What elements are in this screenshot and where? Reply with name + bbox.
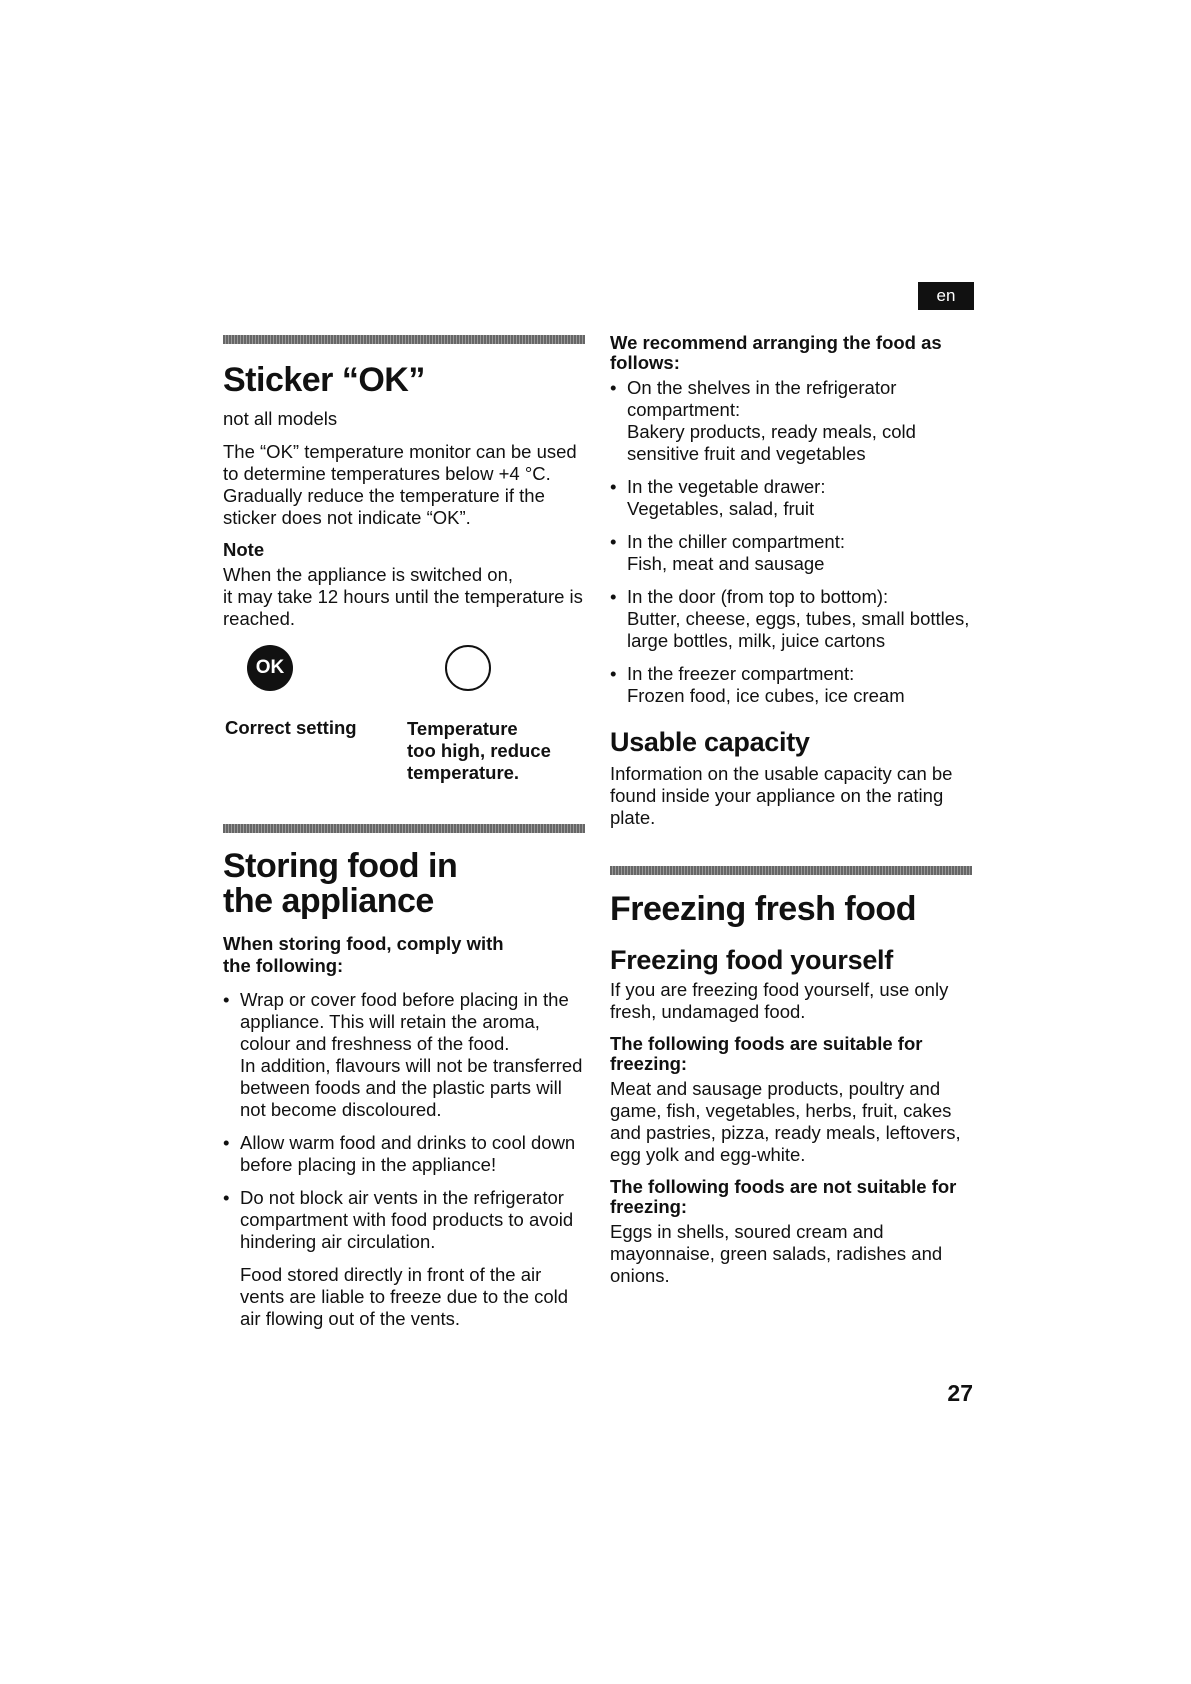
storing-title: Storing food in the appliance — [223, 847, 458, 920]
sticker-subtitle: not all models — [223, 408, 338, 429]
section-divider — [223, 335, 585, 344]
arranging-section — [610, 333, 972, 829]
list-item: • On the shelves in the refrigerator compartment: Bakery products, ready meals, cold sensitive fruit and vegetables — [610, 377, 916, 464]
note-label: Note — [223, 539, 265, 560]
list-item: • In the freezer compartment: Frozen food, ice cubes, ice cream — [610, 663, 905, 706]
language-badge: en — [918, 282, 974, 310]
not-suitable-label: The following foods are not suitable for freezing: — [610, 1176, 957, 1217]
list-item: • Allow warm food and drinks to cool down before placing in the appliance! — [223, 1132, 576, 1175]
freezing-title: Freezing fresh food — [610, 890, 916, 928]
empty-circle-icon — [445, 645, 491, 691]
list-item: • In the chiller compartment: Fish, meat and sausage — [610, 531, 845, 574]
page-number: 27 — [947, 1380, 973, 1406]
list-item: • In the door (from top to bottom): Butter, cheese, eggs, tubes, small bottles, large bottles, milk, juice cartons — [610, 586, 970, 651]
sticker-title: Sticker “OK” — [223, 361, 425, 399]
caption-correct-setting: Correct setting — [225, 717, 357, 738]
storing-followup: Food stored directly in front of the air vents are liable to freeze due to the cold air flowing out of the vents. — [240, 1264, 569, 1329]
ok-sticker-icon: OK — [247, 645, 293, 691]
list-item: • Wrap or cover food before placing in the appliance. This will retain the aroma, colour and freshness of the food. In addition, flavours will not be transferred between foods and the plastic parts will not become discoloured. — [223, 989, 583, 1120]
freezing-intro: If you are freezing food yourself, use only fresh, undamaged food. — [610, 979, 949, 1022]
section-divider — [610, 866, 972, 875]
not-suitable-text: Eggs in shells, soured cream and mayonnaise, green salads, radishes and onions. — [610, 1221, 943, 1286]
caption-too-high: Temperature too high, reduce temperature. — [407, 718, 551, 783]
usable-capacity-body: Information on the usable capacity can be found inside your appliance on the rating plate. — [610, 763, 953, 828]
note-text: When the appliance is switched on, it may take 12 hours until the temperature is reached. — [223, 564, 583, 629]
storing-intro: When storing food, comply with the following: — [223, 933, 504, 976]
arranging-heading: We recommend arranging the food as follows: — [610, 332, 942, 373]
freezing-subtitle: Freezing food yourself — [610, 945, 893, 975]
sticker-section — [223, 335, 585, 630]
storing-list — [223, 989, 585, 1253]
suitable-label: The following foods are suitable for freezing: — [610, 1033, 923, 1074]
list-item: • Do not block air vents in the refrigerator compartment with food products to avoid hindering air circulation. — [223, 1187, 574, 1252]
list-item: • In the vegetable drawer: Vegetables, salad, fruit — [610, 476, 826, 519]
section-divider — [223, 824, 585, 833]
suitable-text: Meat and sausage products, poultry and game, fish, vegetables, herbs, fruit, cakes and pastries, pizza, ready meals, leftovers, egg yolk and egg-white. — [610, 1078, 961, 1165]
usable-capacity-title: Usable capacity — [610, 727, 810, 757]
sticker-body: The “OK” temperature monitor can be used to determine temperatures below +4 °C. Gradually reduce the temperature if the sticker does not indicate “OK”. — [223, 441, 577, 528]
storing-section — [223, 824, 585, 1330]
freezing-section — [610, 866, 972, 1287]
arranging-list — [610, 377, 972, 707]
